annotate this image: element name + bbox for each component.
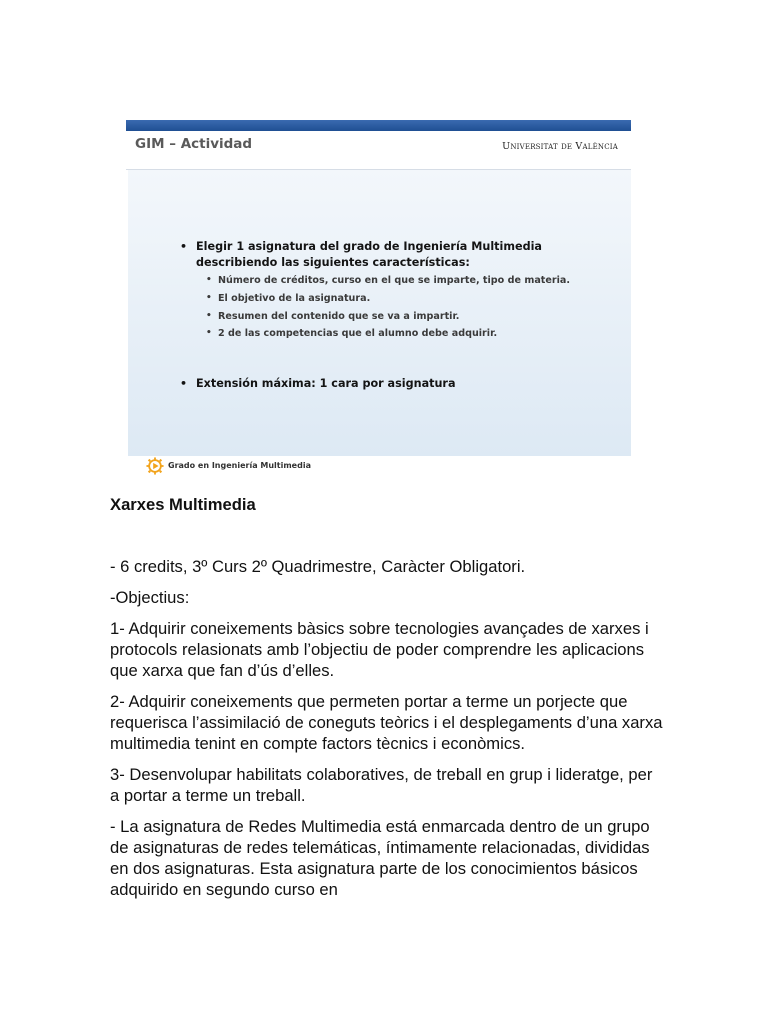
slide-footer xyxy=(126,456,631,478)
university-logo-text: Universitat de València xyxy=(502,141,618,152)
paragraph-objective-3: 3- Desenvolupar habilitats colaboratives, de treball en grup i lideratge, per a portar a terme un treball. xyxy=(110,765,653,805)
slide-title: GIM – Actividad xyxy=(135,136,253,152)
slide-subitem-text: Número de créditos, curso en el que se imparte, tipo de materia. xyxy=(218,275,571,286)
bullet-dot-icon: • xyxy=(180,240,188,253)
slide-bullet-main xyxy=(180,239,596,271)
slide-subitem-text: 2 de las competencias que el alumno debe adquirir. xyxy=(218,328,498,339)
paragraph-objective-1: 1- Adquirir coneixements bàsics sobre tecnologies avançades de xarxes i protocols relasionats amb l’objectiu de poder comprendre les aplicacions que xarxa que fan d’ús d’elles. xyxy=(110,619,649,680)
bullet-dot-icon: • xyxy=(206,275,212,285)
slide-bullet-extension xyxy=(180,376,596,392)
slide-subitem-text: El objetivo de la asignatura. xyxy=(218,293,371,304)
bullet-dot-icon: • xyxy=(206,311,212,321)
bullet-dot-icon: • xyxy=(180,377,188,390)
slide-subitem xyxy=(206,292,371,305)
slide-bullet-text: Elegir 1 asignatura del grado de Ingeniería Multimedia describiendo las siguientes características: xyxy=(196,240,542,269)
document-body xyxy=(110,494,665,910)
slide-subitem xyxy=(206,310,460,323)
gear-play-logo-icon xyxy=(146,457,164,475)
bullet-dot-icon: • xyxy=(206,293,212,303)
activity-slide-image xyxy=(126,120,631,478)
paragraph-objectives-label: -Objectius: xyxy=(110,588,190,607)
slide-subitem xyxy=(206,274,571,287)
paragraph-objective-2: 2- Adquirir coneixements que permeten portar a terme un porjecte que requerisca l’assimilació de coneguts teòrics i el desplegaments d’una xarxa multimedia tenint en compte factors tècnics i econòmics. xyxy=(110,692,663,753)
slide-top-bar xyxy=(126,120,631,131)
bullet-dot-icon: • xyxy=(206,328,212,338)
paragraph-credits: - 6 credits, 3º Curs 2º Quadrimestre, Caràcter Obligatori. xyxy=(110,557,526,576)
slide-footer-text: Grado en Ingeniería Multimedia xyxy=(168,461,311,470)
slide-header xyxy=(126,131,631,170)
slide-subitem xyxy=(206,327,498,340)
slide-bullet-text: Extensión máxima: 1 cara por asignatura xyxy=(196,377,456,390)
slide-subitem-text: Resumen del contenido que se va a impartir. xyxy=(218,311,460,322)
paragraph-description: - La asignatura de Redes Multimedia está enmarcada dentro de un grupo de asignaturas de redes telemáticas, íntimamente relacionadas, divididas en dos asignaturas. Esta asignatura parte de los conocimientos básicos adquirido en segundo curso en xyxy=(110,817,650,899)
slide-body xyxy=(128,170,631,458)
document-heading: Xarxes Multimedia xyxy=(110,495,256,514)
